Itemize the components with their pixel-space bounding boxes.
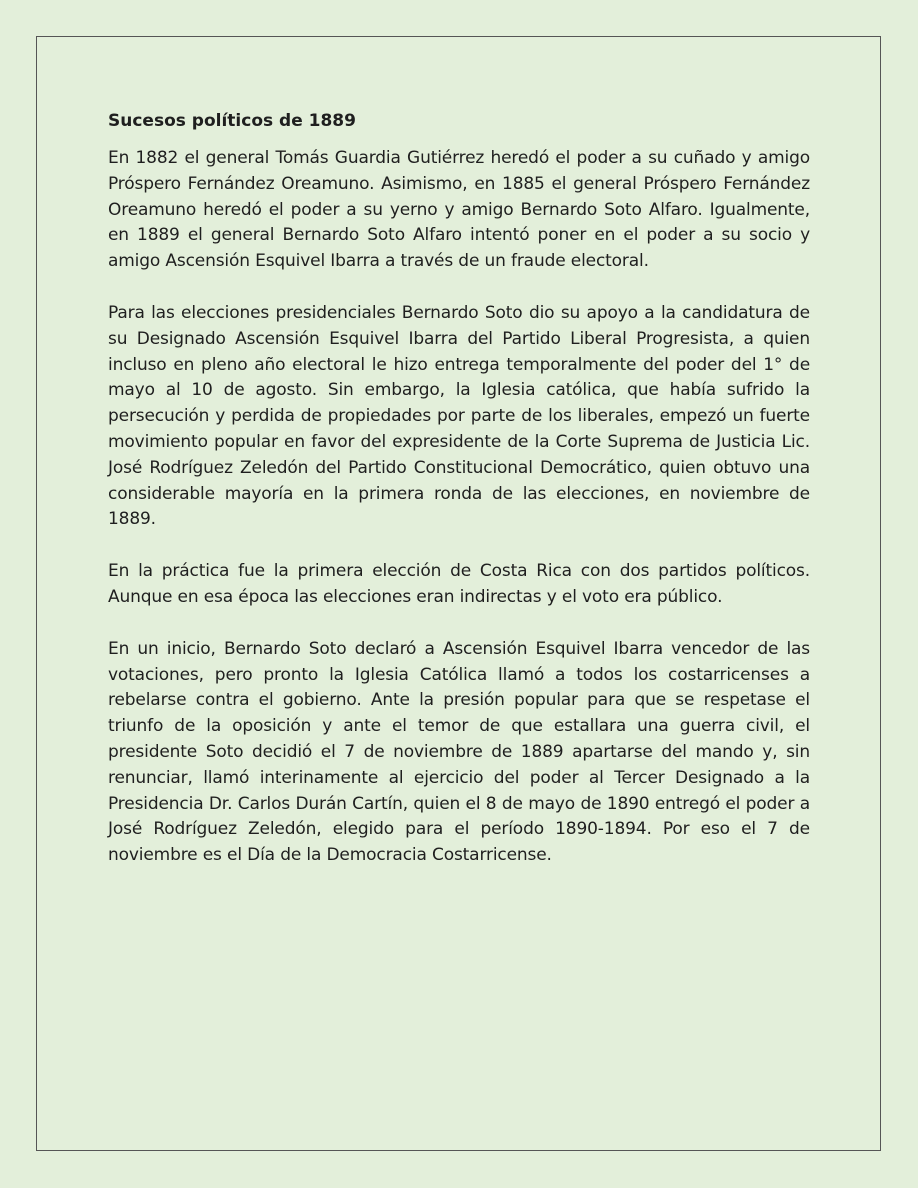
document-body: [108, 108, 810, 895]
paragraph-4: En un inicio, Bernardo Soto declaró a Ascensión Esquivel Ibarra vencedor de las votaciones, pero pronto la Iglesia Católica llamó a todos los costarricenses a rebelarse contra el gobierno. Ante la presión popular para que se respetase el triunfo de la oposición y ante el temor de que estallara una guerra civil, el presidente Soto decidió el 7 de noviembre de 1889 apartarse del mando y, sin renunciar, llamó interinamente al ejercicio del poder al Tercer Designado a la Presidencia Dr. Carlos Durán Cartín, quien el 8 de mayo de 1890 entregó el poder a José Rodríguez Zeledón, elegido para el período 1890-1894. Por eso el 7 de noviembre es el Día de la Democracia Costarricense.: [108, 638, 810, 866]
paragraph-1: En 1882 el general Tomás Guardia Gutiérrez heredó el poder a su cuñado y amigo Próspero Fernández Oreamuno. Asimismo, en 1885 el general Próspero Fernández Oreamuno heredó el poder a su yerno y amigo Bernardo Soto Alfaro. Igualmente, en 1889 el general Bernardo Soto Alfaro intentó poner en el poder a su socio y amigo Ascensión Esquivel Ibarra a través de un fraude electoral.: [108, 148, 810, 272]
paragraph-3: En la práctica fue la primera elección de Costa Rica con dos partidos políticos. Aunque en esa época las elecciones eran indirectas y el voto era público.: [108, 561, 810, 607]
document-title: Sucesos políticos de 1889: [108, 111, 356, 131]
paragraph-2: Para las elecciones presidenciales Bernardo Soto dio su apoyo a la candidatura de su Designado Ascensión Esquivel Ibarra del Partido Liberal Progresista, a quien incluso en pleno año electoral le hizo entrega temporalmente del poder del 1° de mayo al 10 de agosto. Sin embargo, la Iglesia católica, que había sufrido la persecución y perdida de propiedades por parte de los liberales, empezó un fuerte movimiento popular en favor del expresidente de la Corte Suprema de Justicia Lic. José Rodríguez Zeledón del Partido Constitucional Democrático, quien obtuvo una considerable mayoría en la primera ronda de las elecciones, en noviembre de 1889.: [108, 302, 810, 530]
